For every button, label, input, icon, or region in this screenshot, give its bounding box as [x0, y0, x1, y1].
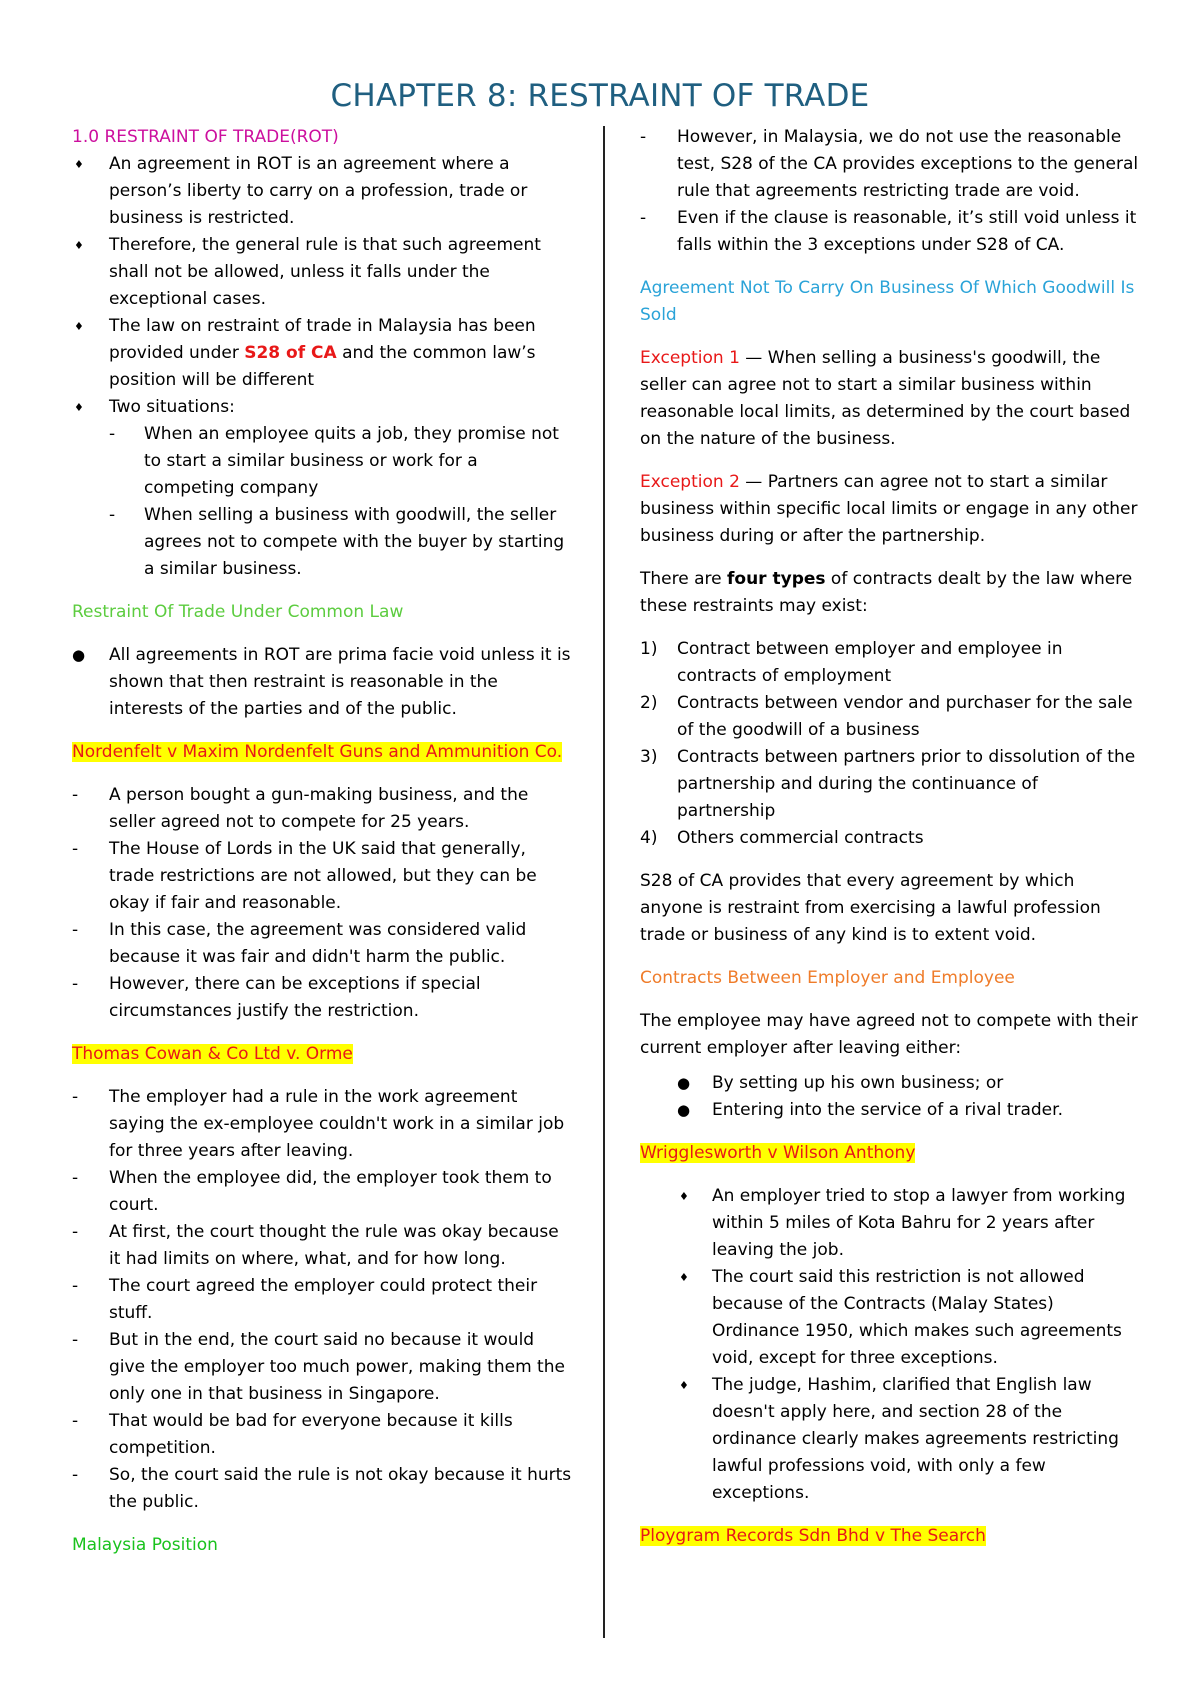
list-item: - Even if the clause is reasonable, it’s still void unless it falls within the 3 exceptions under S28 of CA. [640, 205, 1140, 259]
list-item: ♦ The judge, Hashim, clarified that English law doesn't apply here, and section 28 of the ordinance clearly makes agreements restricting lawful professions void, with only a few exceptions. [679, 1375, 1119, 1503]
list-item: ♦ Two situations: [74, 397, 235, 417]
wrigglesworth-list [640, 1183, 1140, 1507]
list-number: 4) [640, 828, 658, 848]
rot-bullet-list [72, 151, 572, 421]
dash-bullet-icon: - [72, 1411, 79, 1431]
column-divider [603, 126, 605, 1638]
employee-intro: The employee may have agreed not to compete with their current employer after leaving either: [640, 1011, 1138, 1058]
list-item: 2) Contracts between vendor and purchaser for the sale of the goodwill of a business [640, 690, 1140, 744]
case-heading-wrigglesworth: Wrigglesworth v Wilson Anthony [640, 1143, 916, 1163]
list-item: - But in the end, the court said no because it would give the employer too much power, making them the only one in that business in Singapore. [72, 1327, 572, 1408]
situations-list [72, 421, 572, 583]
dash-bullet-icon: - [109, 505, 116, 525]
dash-bullet-icon: - [72, 839, 79, 859]
list-item: ● All agreements in ROT are prima facie void unless it is shown that then restraint is reasonable in the interests of the parties and of the public. [72, 645, 571, 719]
section-heading-employer: Contracts Between Employer and Employee [640, 968, 1015, 988]
common-law-list [72, 642, 572, 723]
dash-bullet-icon: - [72, 1087, 79, 1107]
list-item: ♦ The court said this restriction is not allowed because of the Contracts (Malay States) Ordinance 1950, which makes such agreements void, except for three exceptions. [679, 1267, 1122, 1368]
s28-paragraph: S28 of CA provides that every agreement by which anyone is restraint from exercising a lawful profession trade or business of any kind is to extent void. [640, 871, 1101, 945]
contract-types-list [640, 636, 1140, 852]
dash-bullet-icon: - [109, 424, 116, 444]
list-item: ♦ An agreement in ROT is an agreement where a person’s liberty to carry on a profession, trade or business is restricted. [74, 154, 528, 228]
section-heading-malaysia: Malaysia Position [72, 1535, 218, 1555]
dash-bullet-icon: - [72, 1276, 79, 1296]
exception-label: Exception 1 [640, 348, 740, 368]
four-types-intro: There are four types of contracts dealt by the law where these restraints may exist: [640, 569, 1133, 616]
list-item: - That would be bad for everyone because it kills competition. [72, 1408, 572, 1462]
malaysia-list [640, 124, 1140, 259]
list-item: - When the employee did, the employer took them to court. [72, 1165, 572, 1219]
list-item: 4) Others commercial contracts [640, 825, 1140, 852]
employee-options-list [640, 1070, 1140, 1124]
exception-1: Exception 1 — When selling a business's goodwill, the seller can agree not to start a similar business within reasonable local limits, as determined by the court based on the nature of the business. [640, 348, 1131, 449]
list-item: - However, there can be exceptions if special circumstances justify the restriction. [72, 971, 572, 1025]
list-number: 1) [640, 639, 658, 659]
case-heading-nordenfelt: Nordenfelt v Maxim Nordenfelt Guns and Ammunition Co. [72, 742, 563, 762]
list-item: ● Entering into the service of a rival trader. [677, 1100, 1063, 1120]
page-title: CHAPTER 8: RESTRAINT OF TRADE [330, 78, 870, 114]
left-column [72, 124, 572, 1575]
list-item: ● By setting up his own business; or [677, 1073, 1004, 1093]
list-number: 2) [640, 693, 658, 713]
right-column [640, 124, 1140, 1566]
list-item: ♦ An employer tried to stop a lawyer from working within 5 miles of Kota Bahru for 2 years after leaving the job. [679, 1186, 1126, 1260]
dash-bullet-icon: - [72, 1330, 79, 1350]
list-item: 3) Contracts between partners prior to dissolution of the partnership and during the continuance of partnership [640, 744, 1140, 825]
list-item: - So, the court said the rule is not okay because it hurts the public. [72, 1462, 572, 1516]
exception-label: Exception 2 [640, 472, 740, 492]
dash-bullet-icon: - [72, 1222, 79, 1242]
list-item: - The House of Lords in the UK said that generally, trade restrictions are not allowed, but they can be okay if fair and reasonable. [72, 836, 572, 917]
dash-bullet-icon: - [640, 208, 647, 228]
case-heading-cowan: Thomas Cowan & Co Ltd v. Orme [72, 1044, 353, 1064]
dash-bullet-icon: - [72, 1465, 79, 1485]
statute-reference: S28 of CA [244, 343, 337, 363]
list-item: ♦ The law on restraint of trade in Malaysia has been provided under S28 of CA and the common law’s position will be different [74, 316, 536, 390]
exception-2: Exception 2 — Partners can agree not to start a similar business within specific local limits or engage in any other business during or after the partnership. [640, 472, 1138, 546]
list-item: - In this case, the agreement was considered valid because it was fair and didn't harm the public. [72, 917, 572, 971]
dash-bullet-icon: - [72, 974, 79, 994]
list-item: - When selling a business with goodwill, the seller agrees not to compete with the buyer by starting a similar business. [72, 502, 572, 583]
list-item: 1) Contract between employer and employee in contracts of employment [640, 636, 1140, 690]
section-heading-goodwill: Agreement Not To Carry On Business Of Which Goodwill Is Sold [640, 278, 1135, 325]
dash-bullet-icon: - [72, 785, 79, 805]
dash-bullet-icon: - [72, 920, 79, 940]
list-item: - A person bought a gun-making business, and the seller agreed not to compete for 25 years. [72, 782, 572, 836]
list-item: - However, in Malaysia, we do not use the reasonable test, S28 of the CA provides exceptions to the general rule that agreements restricting trade are void. [640, 124, 1140, 205]
list-item: - When an employee quits a job, they promise not to start a similar business or work for a competing company [72, 421, 572, 502]
list-item: - The court agreed the employer could protect their stuff. [72, 1273, 572, 1327]
list-item: ♦ Therefore, the general rule is that such agreement shall not be allowed, unless it falls under the exceptional cases. [74, 235, 541, 309]
dash-bullet-icon: - [72, 1168, 79, 1188]
dash-bullet-icon: - [640, 127, 647, 147]
list-number: 3) [640, 747, 658, 767]
case-heading-polygram: Ploygram Records Sdn Bhd v The Search [640, 1526, 986, 1546]
cowan-list [72, 1084, 572, 1516]
section-heading-rot: 1.0 RESTRAINT OF TRADE(ROT) [72, 127, 339, 147]
section-heading-common-law: Restraint Of Trade Under Common Law [72, 602, 404, 622]
nordenfelt-list [72, 782, 572, 1025]
list-item: - At first, the court thought the rule was okay because it had limits on where, what, and for how long. [72, 1219, 572, 1273]
list-item: - The employer had a rule in the work agreement saying the ex-employee couldn't work in a similar job for three years after leaving. [72, 1084, 572, 1165]
